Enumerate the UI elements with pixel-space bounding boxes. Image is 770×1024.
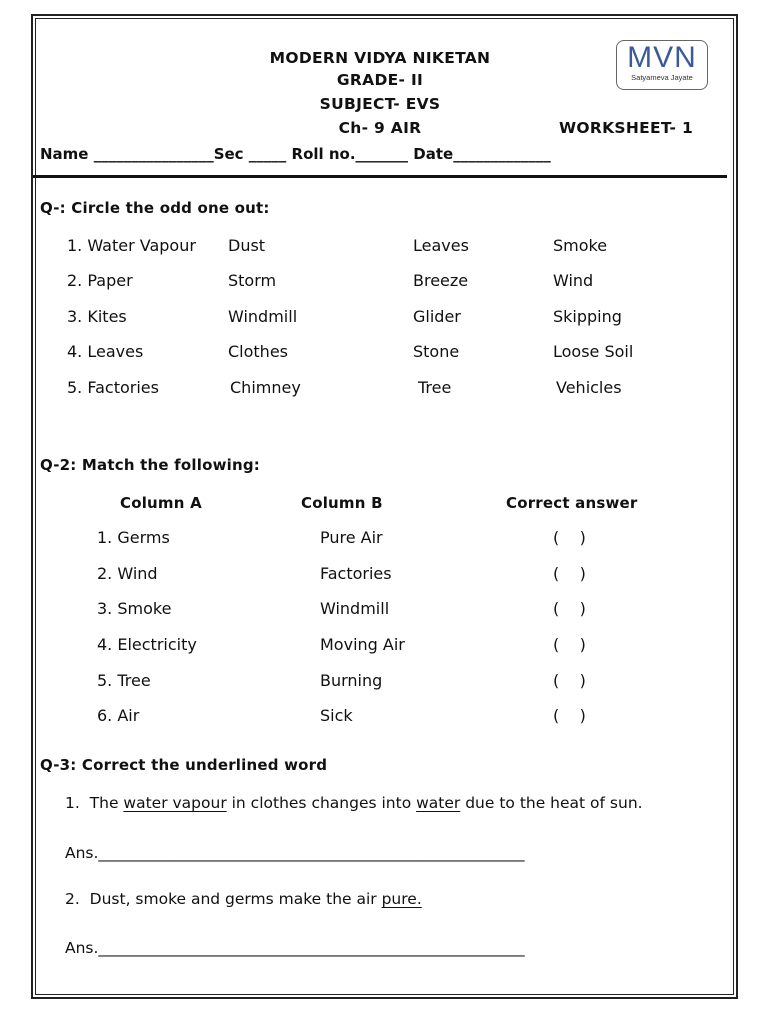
q1-option: 2. Paper	[67, 271, 133, 290]
q2-title: Q-2: Match the following:	[40, 456, 261, 474]
q1-option: Wind	[553, 271, 594, 290]
q1-option: Vehicles	[556, 378, 622, 397]
q1-option: Skipping	[553, 307, 622, 326]
column-b-header: Column B	[301, 494, 383, 512]
mvn-logo	[616, 40, 708, 90]
subject-label: SUBJECT- EVS	[319, 95, 441, 113]
q1-option: Tree	[418, 378, 452, 397]
sentence-text: due to the heat of sun.	[460, 794, 643, 812]
column-a-cell: 5. Tree	[97, 671, 151, 690]
q1-option: Leaves	[413, 236, 469, 255]
q1-option: 4. Leaves	[67, 342, 144, 361]
q3-sentence-1	[65, 793, 643, 813]
q1-option: Storm	[228, 271, 277, 290]
sentence-text: Dust, smoke and germs make the air	[89, 890, 382, 908]
column-b-cell: Factories	[320, 564, 392, 583]
q1-option: Loose Soil	[553, 342, 634, 361]
sentence-text: in clothes changes into	[226, 794, 417, 812]
q1-option: 1. Water Vapour	[67, 236, 196, 255]
logo-mark: MVN	[627, 41, 697, 74]
column-a-cell: 3. Smoke	[97, 599, 172, 618]
header-divider	[33, 175, 727, 178]
school-name: MODERN VIDYA NIKETAN	[269, 49, 491, 67]
q1-option: Clothes	[228, 342, 288, 361]
answer-line-1: Ans._______________________________________________________	[65, 844, 525, 862]
q1-option: Breeze	[413, 271, 469, 290]
q1-option: Stone	[413, 342, 460, 361]
column-a-header: Column A	[120, 494, 202, 512]
column-b-cell: Sick	[320, 706, 353, 725]
q1-option: Smoke	[553, 236, 608, 255]
underlined-word: water vapour	[123, 794, 227, 812]
sentence-number: 2.	[65, 890, 80, 908]
chapter-label: Ch- 9 AIR	[338, 119, 422, 137]
column-b-cell: Burning	[320, 671, 383, 690]
column-a-cell: 1. Germs	[97, 528, 170, 547]
q1-option: Chimney	[230, 378, 301, 397]
q3-title: Q-3: Correct the underlined word	[40, 756, 328, 774]
column-b-cell: Pure Air	[320, 528, 383, 547]
answer-blank: ( )	[553, 599, 586, 618]
column-a-cell: 6. Air	[97, 706, 140, 725]
worksheet-label: WORKSHEET- 1	[559, 119, 694, 137]
q1-option: Dust	[228, 236, 266, 255]
column-a-cell: 2. Wind	[97, 564, 158, 583]
sentence-text: The	[89, 794, 124, 812]
answer-blank: ( )	[553, 528, 586, 547]
underlined-word: pure.	[381, 890, 422, 908]
q1-title: Q-: Circle the odd one out:	[40, 199, 270, 217]
logo-tagline: Satyameva Jayate	[631, 73, 693, 82]
underlined-word: water	[416, 794, 461, 812]
column-a-cell: 4. Electricity	[97, 635, 197, 654]
q1-option: Glider	[413, 307, 461, 326]
answer-line-2: Ans._______________________________________________________	[65, 939, 525, 957]
column-b-cell: Windmill	[320, 599, 390, 618]
correct-answer-header: Correct answer	[506, 494, 638, 512]
grade-label: GRADE- II	[336, 71, 424, 89]
q1-option: Windmill	[228, 307, 298, 326]
answer-blank: ( )	[553, 564, 586, 583]
answer-blank: ( )	[553, 635, 586, 654]
q1-option: 5. Factories	[67, 378, 159, 397]
student-fields-line: Name ________________Sec _____ Roll no._______ Date_____________	[40, 145, 551, 163]
q3-sentence-2	[65, 889, 422, 909]
answer-blank: ( )	[553, 706, 586, 725]
q1-option: 3. Kites	[67, 307, 127, 326]
column-b-cell: Moving Air	[320, 635, 405, 654]
answer-blank: ( )	[553, 671, 586, 690]
sentence-number: 1.	[65, 794, 80, 812]
